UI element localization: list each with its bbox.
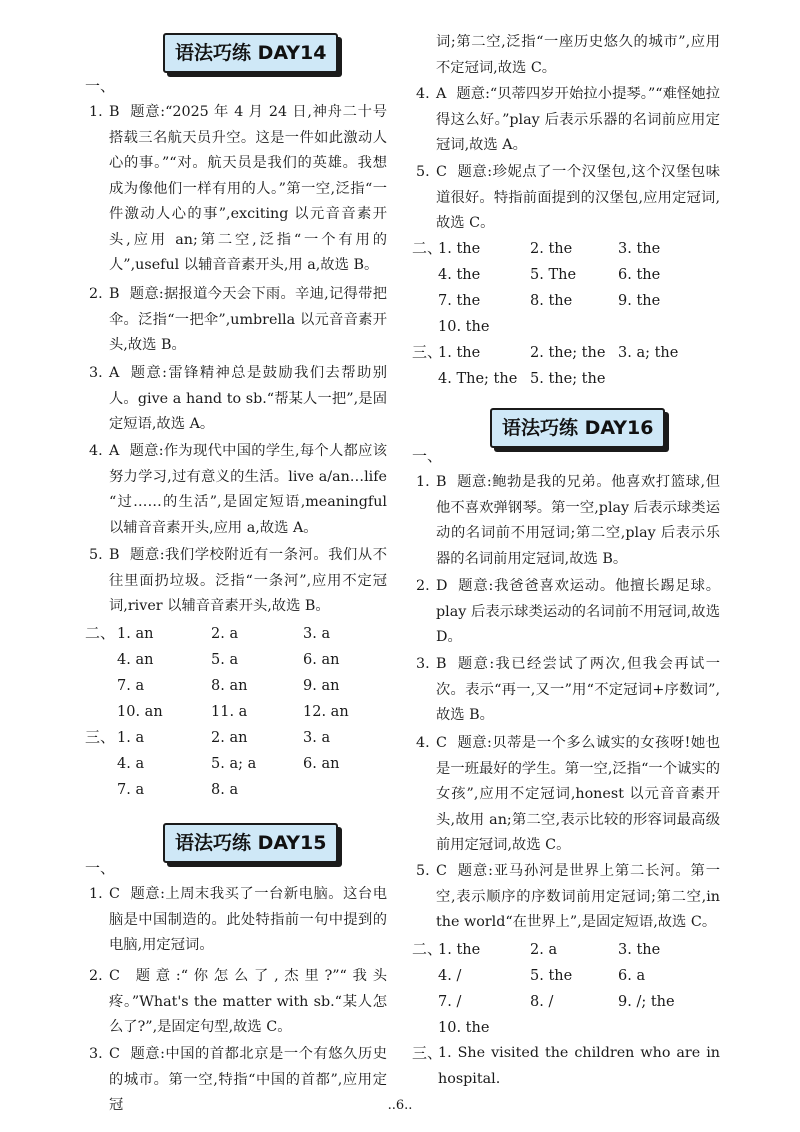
answer-cell: 6. a xyxy=(618,968,646,984)
answer-cell: 8. / xyxy=(530,994,554,1010)
answer-cell: 4. an xyxy=(117,652,154,668)
day16-question-4: 4. C 题意:贝蒂是一个多么诚实的女孩呀!她也是一班最好的学生。第一空,泛指“一个诚实的女孩”,应用不定冠词,honest 以元音音素开头,故用 an;第二空,表示比较的形容词最高级前用定冠词,故选 C。 xyxy=(416,735,720,853)
day15-question-1: 1. C 题意:上周末我买了一台新电脑。这台电脑是中国制造的。此处特指前一句中提到的电脑,用定冠词。 xyxy=(89,886,387,953)
answer-cell: 1. an xyxy=(117,626,154,642)
day14-question-5: 5. B 题意:我们学校附近有一条河。我们从不往里面扔垃圾。泛指“一条河”,应用不定冠词,river 以辅音音素开头,故选 B。 xyxy=(89,547,387,614)
answer-cell: 9. the xyxy=(618,293,661,309)
day14-question-3: 3. A 题意:雷锋精神总是鼓励我们去帮助别人。give a hand to sb.“帮某人一把”,是固定短语,故选 A。 xyxy=(89,365,387,432)
answer-cell: 5. the xyxy=(530,968,573,984)
day15-title: 语法巧练 DAY15 xyxy=(163,823,338,863)
day16-question-5: 5. C 题意:亚马孙河是世界上第二长河。第一空,表示顺序的序数词前用定冠词;第二空,in the world“在世界上”,是固定短语,故选 C。 xyxy=(416,863,720,930)
answer-row xyxy=(438,963,718,989)
answer-row xyxy=(117,647,387,673)
answer-cell: 6. the xyxy=(618,267,661,283)
answer-cell: 10. the xyxy=(438,319,490,335)
answer-row xyxy=(438,989,718,1015)
day15-question-4: 4. A 题意:“贝蒂四岁开始拉小提琴。”“难怪她拉得这么好。”play 后表示乐器的名词前应用定冠词,故选 A。 xyxy=(416,86,720,153)
answer-cell: 3. a xyxy=(303,730,331,746)
answer-cell: 8. an xyxy=(211,678,248,694)
answer-cell: 9. /; the xyxy=(618,994,675,1010)
answer-row xyxy=(117,777,387,803)
answer-row xyxy=(438,340,718,366)
day14-title: 语法巧练 DAY14 xyxy=(163,33,338,73)
left-column xyxy=(85,0,387,1113)
answer-cell: 5. a; a xyxy=(211,756,257,772)
day16-question-3: 3. B 题意:我已经尝试了两次,但我会再试一次。表示“再一,又一”用“不定冠词+序数词”,故选 B。 xyxy=(416,656,720,723)
answer-row xyxy=(117,725,387,751)
answer-cell: 7. a xyxy=(117,678,145,694)
answer-cell: 2. the; the xyxy=(530,345,606,361)
day14-part1-label: 一、 xyxy=(85,77,116,95)
answer-row xyxy=(117,621,387,647)
answer-cell: 8. the xyxy=(530,293,573,309)
answer-cell: 7. a xyxy=(117,782,145,798)
answer-cell: 6. an xyxy=(303,756,340,772)
day14-part3-label: 三、 xyxy=(85,728,116,746)
day16-title: 语法巧练 DAY16 xyxy=(490,408,665,448)
answer-cell: 11. a xyxy=(211,704,248,720)
answer-cell: 6. an xyxy=(303,652,340,668)
answer-row xyxy=(438,1015,718,1041)
day15-part3-grid xyxy=(438,340,718,392)
answer-row xyxy=(438,366,718,392)
answer-cell: 2. the xyxy=(530,241,573,257)
answer-cell: 2. a xyxy=(530,942,558,958)
day14-part3-grid xyxy=(117,725,387,803)
answer-row xyxy=(438,262,718,288)
answer-cell: 8. a xyxy=(211,782,239,798)
day15-part3-label: 三、 xyxy=(412,343,443,361)
answer-cell: 1. a xyxy=(117,730,145,746)
day14-part2-grid xyxy=(117,621,387,725)
day16-part3-answer-1: 1. She visited the children who are in hospital. xyxy=(438,1045,720,1087)
day15-question-5: 5. C 题意:珍妮点了一个汉堡包,这个汉堡包味道很好。特指前面提到的汉堡包,应用定冠词,故选 C。 xyxy=(416,164,720,231)
day15-part2-label: 二、 xyxy=(412,239,443,257)
answer-cell: 2. an xyxy=(211,730,248,746)
day15-question-2: 2. C 题意:“你怎么了,杰里?”“我头疼。”What's the matter with sb.“某人怎么了?”,是固定句型,故选 C。 xyxy=(89,968,387,1035)
answer-cell: 4. / xyxy=(438,968,462,984)
day15-question-3-continued: 词;第二空,泛指“一座历史悠久的城市”,应用不定冠词,故选 C。 xyxy=(436,34,720,76)
day16-part1-label: 一、 xyxy=(412,447,443,465)
answer-cell: 3. the xyxy=(618,241,661,257)
answer-cell: 4. the xyxy=(438,267,481,283)
answer-cell: 9. an xyxy=(303,678,340,694)
answer-row xyxy=(117,751,387,777)
day14-part2-label: 二、 xyxy=(85,624,116,642)
answer-cell: 3. a; the xyxy=(618,345,679,361)
answer-cell: 1. the xyxy=(438,241,481,257)
answer-cell: 12. an xyxy=(303,704,349,720)
day16-question-1: 1. B 题意:鲍勃是我的兄弟。他喜欢打篮球,但他不喜欢弹钢琴。第一空,play 后表示球类运动的名词前不用冠词;第二空,play 后表示乐器的名词前用定冠词,故选 B。 xyxy=(416,474,720,567)
answer-cell: 10. the xyxy=(438,1020,490,1036)
day16-question-2: 2. D 题意:我爸爸喜欢运动。他擅长踢足球。play 后表示球类运动的名词前不用冠词,故选 D。 xyxy=(416,578,720,645)
page-number: ..6.. xyxy=(387,1098,413,1113)
day14-question-4: 4. A 题意:作为现代中国的学生,每个人都应该努力学习,过有意义的生活。live a/an…life “过……的生活”,是固定短语,meaningful 以辅音音素开头,应用 a,故选 A。 xyxy=(89,443,387,536)
day14-question-2: 2. B 题意:据报道今天会下雨。辛迪,记得带把伞。泛指“一把伞”,umbrella 以元音音素开头,故选 B。 xyxy=(89,286,387,353)
answer-cell: 4. a xyxy=(117,756,145,772)
day15-part1-label: 一、 xyxy=(85,859,116,877)
answer-row xyxy=(438,236,718,262)
right-column xyxy=(412,0,720,1092)
day15-part2-grid xyxy=(438,236,718,340)
answer-row xyxy=(117,699,387,725)
answer-row xyxy=(117,673,387,699)
answer-row xyxy=(438,937,718,963)
answer-cell: 2. a xyxy=(211,626,239,642)
answer-cell: 4. The; the xyxy=(438,371,518,387)
answer-cell: 5. a xyxy=(211,652,239,668)
day14-question-1: 1. B 题意:“2025 年 4 月 24 日,神舟二十号搭载三名航天员升空。这是一件如此激动人心的事。”“对。航天员是我们的英雄。我想成为像他们一样有用的人。”第一空,泛指“一件激动人心的事”,exciting 以元音音素开头,应用 an;第二空,泛指“一个有用的人”,useful 以辅音音素开头,用 a,故选 B。 xyxy=(89,104,387,273)
answer-cell: 1. the xyxy=(438,345,481,361)
answer-cell: 5. The xyxy=(530,267,577,283)
day15-question-3: 3. C 题意:中国的首都北京是一个有悠久历史的城市。第一空,特指“中国的首都”,应用定冠 xyxy=(89,1046,387,1113)
day16-part2-label: 二、 xyxy=(412,940,443,958)
answer-row xyxy=(438,314,718,340)
answer-cell: 10. an xyxy=(117,704,163,720)
answer-cell: 7. the xyxy=(438,293,481,309)
day16-part3-label: 三、 xyxy=(412,1044,443,1062)
answer-cell: 5. the; the xyxy=(530,371,606,387)
answer-row xyxy=(438,288,718,314)
day16-part2-grid xyxy=(438,937,718,1041)
answer-cell: 3. a xyxy=(303,626,331,642)
answer-cell: 1. the xyxy=(438,942,481,958)
answer-cell: 3. the xyxy=(618,942,661,958)
answer-cell: 7. / xyxy=(438,994,462,1010)
